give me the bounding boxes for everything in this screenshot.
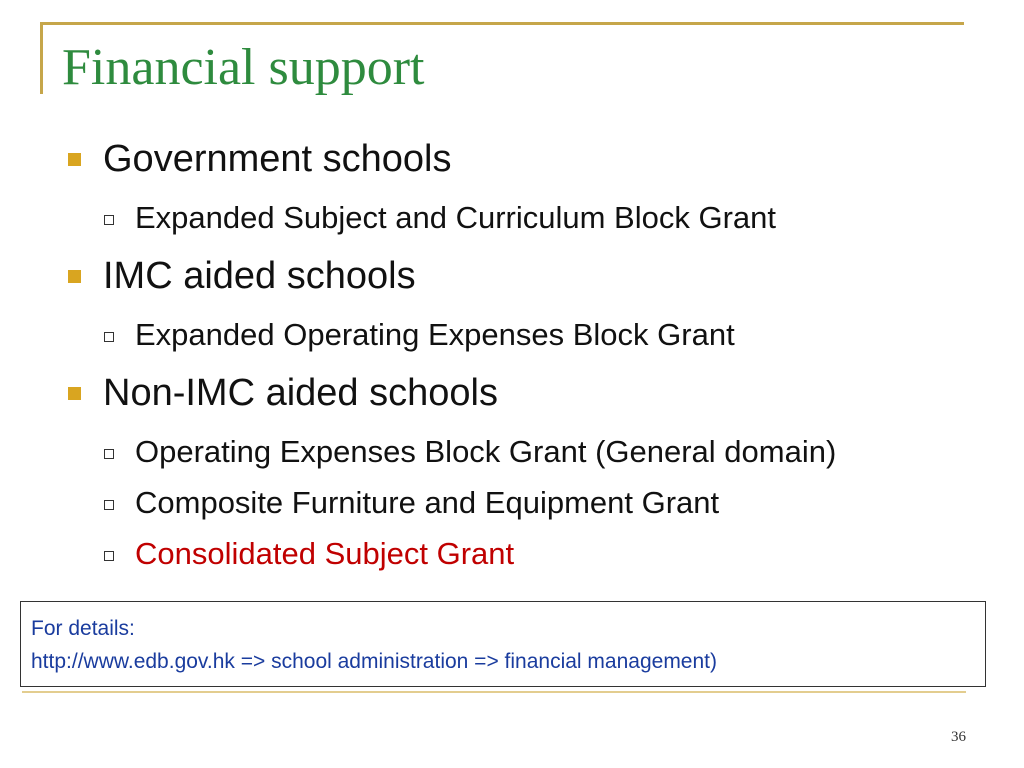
sub-bullet-text: Consolidated Subject Grant bbox=[135, 535, 515, 571]
footer-divider bbox=[22, 691, 966, 693]
sub-bullet-operating-expenses-grant bbox=[68, 426, 998, 477]
page-number: 36 bbox=[951, 729, 966, 745]
bullet-text: IMC aided schools bbox=[103, 254, 416, 297]
sub-bullet-composite-furniture-equipment-grant bbox=[68, 477, 998, 528]
sub-bullet-text: Operating Expenses Block Grant (General domain) bbox=[135, 433, 837, 469]
hollow-square-bullet-icon bbox=[104, 551, 114, 561]
bullet-non-imc-aided-schools bbox=[68, 370, 998, 416]
bullet-government-schools bbox=[68, 136, 998, 182]
sub-bullet-text: Composite Furniture and Equipment Grant bbox=[135, 484, 720, 520]
slide-title: Financial support bbox=[62, 39, 425, 96]
sub-bullet-text: Expanded Subject and Curriculum Block Grant bbox=[135, 199, 776, 235]
title-frame-left-border bbox=[40, 22, 43, 94]
hollow-square-bullet-icon bbox=[104, 449, 114, 459]
hollow-square-bullet-icon bbox=[104, 500, 114, 510]
square-bullet-icon bbox=[68, 387, 81, 400]
bullet-imc-aided-schools bbox=[68, 253, 998, 299]
title-frame-top-border bbox=[40, 22, 964, 25]
sub-bullet-expanded-subject-curriculum-grant bbox=[68, 192, 998, 243]
sub-bullet-text: Expanded Operating Expenses Block Grant bbox=[135, 316, 735, 352]
sub-bullet-consolidated-subject-grant bbox=[68, 528, 998, 579]
bullet-text: Government schools bbox=[103, 137, 452, 180]
square-bullet-icon bbox=[68, 153, 81, 166]
square-bullet-icon bbox=[68, 270, 81, 283]
bullet-text: Non-IMC aided schools bbox=[103, 371, 498, 414]
bullet-list bbox=[68, 136, 998, 579]
details-box bbox=[20, 601, 986, 687]
details-link-path[interactable]: http://www.edb.gov.hk => school administration => financial management) bbox=[31, 650, 717, 673]
hollow-square-bullet-icon bbox=[104, 332, 114, 342]
hollow-square-bullet-icon bbox=[104, 215, 114, 225]
details-label: For details: bbox=[31, 617, 135, 640]
sub-bullet-expanded-operating-expenses-grant bbox=[68, 309, 998, 360]
